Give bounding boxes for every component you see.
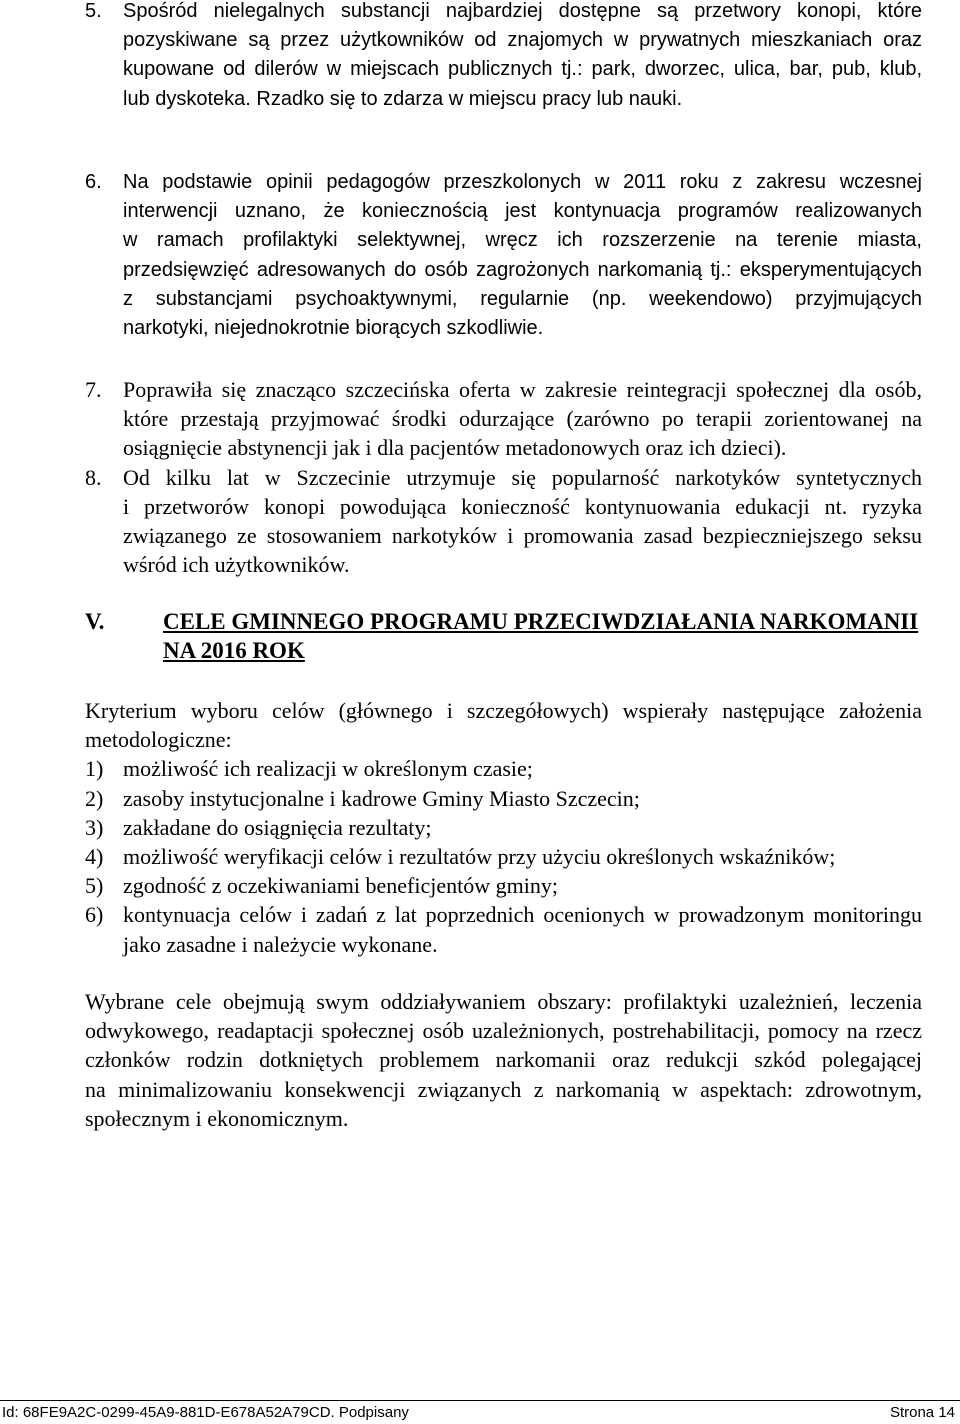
paragraph-line: Od kilku lat w Szczecinie utrzymuje się popularność narkotyków syntetycznych xyxy=(123,464,922,490)
paragraph-line: które przestają przyjmować środki odurzające (zarówno po terapii zorientowanej na xyxy=(123,406,922,432)
paragraph-line: społecznym i ekonomicznym. xyxy=(85,1105,349,1131)
criteria-list-item xyxy=(85,754,922,783)
item-number: 8. xyxy=(85,464,102,490)
numbered-item xyxy=(85,0,922,114)
list-item-6 xyxy=(85,168,922,343)
list-item-5 xyxy=(85,0,922,114)
footer-page-number: Strona 14 xyxy=(889,1404,955,1421)
criteria-list-item xyxy=(85,900,922,958)
paragraph-line: i przetworów konopi powodująca konieczność kontynuowania edukacji nt. ryzyka xyxy=(123,493,922,519)
paragraph-line: wśród ich użytkowników. xyxy=(123,552,350,578)
footer xyxy=(0,1400,960,1424)
numbered-item xyxy=(85,168,922,343)
list-item-text: jako zasadne i należycie wykonane. xyxy=(123,931,438,957)
paragraph-line: Spośród nielegalnych substancji najbardziej dostępne są przetwory konopi, które xyxy=(123,0,922,22)
criteria-section xyxy=(85,696,922,959)
paragraph-line: z substancjami psychoaktywnymi, regularnie (np. weekendowo) przyjmujących xyxy=(123,287,922,310)
criteria-list-item xyxy=(85,871,922,900)
paragraph-line: na minimalizowaniu konsekwencji związanych z narkomanią w aspektach: zdrowotnym, xyxy=(85,1076,922,1102)
list-item-text: zakładane do osiągnięcia rezultaty; xyxy=(123,814,432,840)
list-marker: 5) xyxy=(85,873,104,899)
numbered-item xyxy=(85,463,922,580)
paragraph-line: pozyskiwane są przez użytkowników od znajomych w prywatnych mieszkaniach oraz xyxy=(123,29,922,52)
list-item-text: zasoby instytucjonalne i kadrowe Gminy Miasto Szczecin; xyxy=(123,785,640,811)
criteria-list xyxy=(85,754,922,958)
paragraph-line: lub dyskoteka. Rzadko się to zdarza w miejscu pracy lub nauki. xyxy=(123,87,683,110)
list-item-text: kontynuacja celów i zadań z lat poprzednich ocenionych w prowadzonym monitoringu xyxy=(123,902,922,928)
paragraph-line: przedsięwzięć adresowanych do osób zagrożonych narkomanią tj.: eksperymentujących xyxy=(123,258,922,281)
section-title-line: NA 2016 ROK xyxy=(163,638,305,664)
list-items-7-8 xyxy=(85,375,922,579)
list-marker: 1) xyxy=(85,756,104,782)
paragraph-line: odwykowego, readaptacji społecznej osób uzależnionych, postrehabilitacji, pomocy na rzecz xyxy=(85,1018,922,1044)
paragraph-line: Poprawiła się znacząco szczecińska oferta w zakresie reintegracji społecznej dla osób, xyxy=(123,377,922,402)
item-number: 7. xyxy=(85,377,102,402)
paragraph-line: w ramach profilaktyki selektywnej, wręcz ich rozszerzenie na terenie miasta, xyxy=(123,229,922,252)
section-heading xyxy=(85,607,922,665)
list-item-text: zgodność z oczekiwaniami beneficjentów gminy; xyxy=(123,873,558,899)
item-number: 6. xyxy=(85,171,102,193)
criteria-list-item xyxy=(85,784,922,813)
criteria-paragraph xyxy=(85,696,922,754)
paragraph-line: osiągnięcie abstynencji jak i dla pacjentów metadonowych oraz ich dzieci). xyxy=(123,435,787,461)
footer-document-id: Id: 68FE9A2C-0299-45A9-881D-E678A52A79CD. Podpisany xyxy=(2,1404,409,1421)
section-title-line: CELE GMINNEGO PROGRAMU PRZECIWDZIAŁANIA NARKOMANII xyxy=(163,609,919,634)
paragraph-line: związanego ze stosowaniem narkotyków i promowania zasad bezpieczniejszego seksu xyxy=(123,523,922,549)
section-number: V. xyxy=(85,609,105,634)
paragraph-line: kupowane od dilerów w miejscach publicznych tj.: park, dworzec, ulica, bar, pub, klub, xyxy=(123,58,922,81)
paragraph-line: Kryterium wyboru celów (głównego i szczegółowych) wspierały następujące założenia xyxy=(85,698,922,723)
list-item-text: możliwość ich realizacji w określonym czasie; xyxy=(123,756,533,782)
list-marker: 4) xyxy=(85,844,104,870)
list-marker: 2) xyxy=(85,785,104,811)
numbered-item xyxy=(85,375,922,463)
paragraph-line: Wybrane cele obejmują swym oddziaływaniem obszary: profilaktyki uzależnień, leczenia xyxy=(85,989,922,1014)
paragraph-line: członków rodzin dotkniętych problemem narkomanii oraz redukcji szkód polegającej xyxy=(85,1047,922,1073)
list-marker: 3) xyxy=(85,814,104,840)
criteria-list-item xyxy=(85,813,922,842)
criteria-list-item xyxy=(85,842,922,871)
list-marker: 6) xyxy=(85,902,104,928)
paragraph-line: interwencji uznano, że koniecznością jest kontynuacja programów realizowanych xyxy=(123,200,922,223)
list-item-text: możliwość weryfikacji celów i rezultatów przy użyciu określonych wskaźników; xyxy=(123,844,836,870)
paragraph-line: Na podstawie opinii pedagogów przeszkolonych w 2011 roku z zakresu wczesnej xyxy=(123,171,922,193)
paragraph-line: metodologiczne: xyxy=(85,727,232,753)
item-number: 5. xyxy=(85,0,102,22)
scope-paragraph xyxy=(85,987,922,1133)
paragraph-line: narkotyki, niejednokrotnie biorących szkodliwie. xyxy=(123,317,544,340)
